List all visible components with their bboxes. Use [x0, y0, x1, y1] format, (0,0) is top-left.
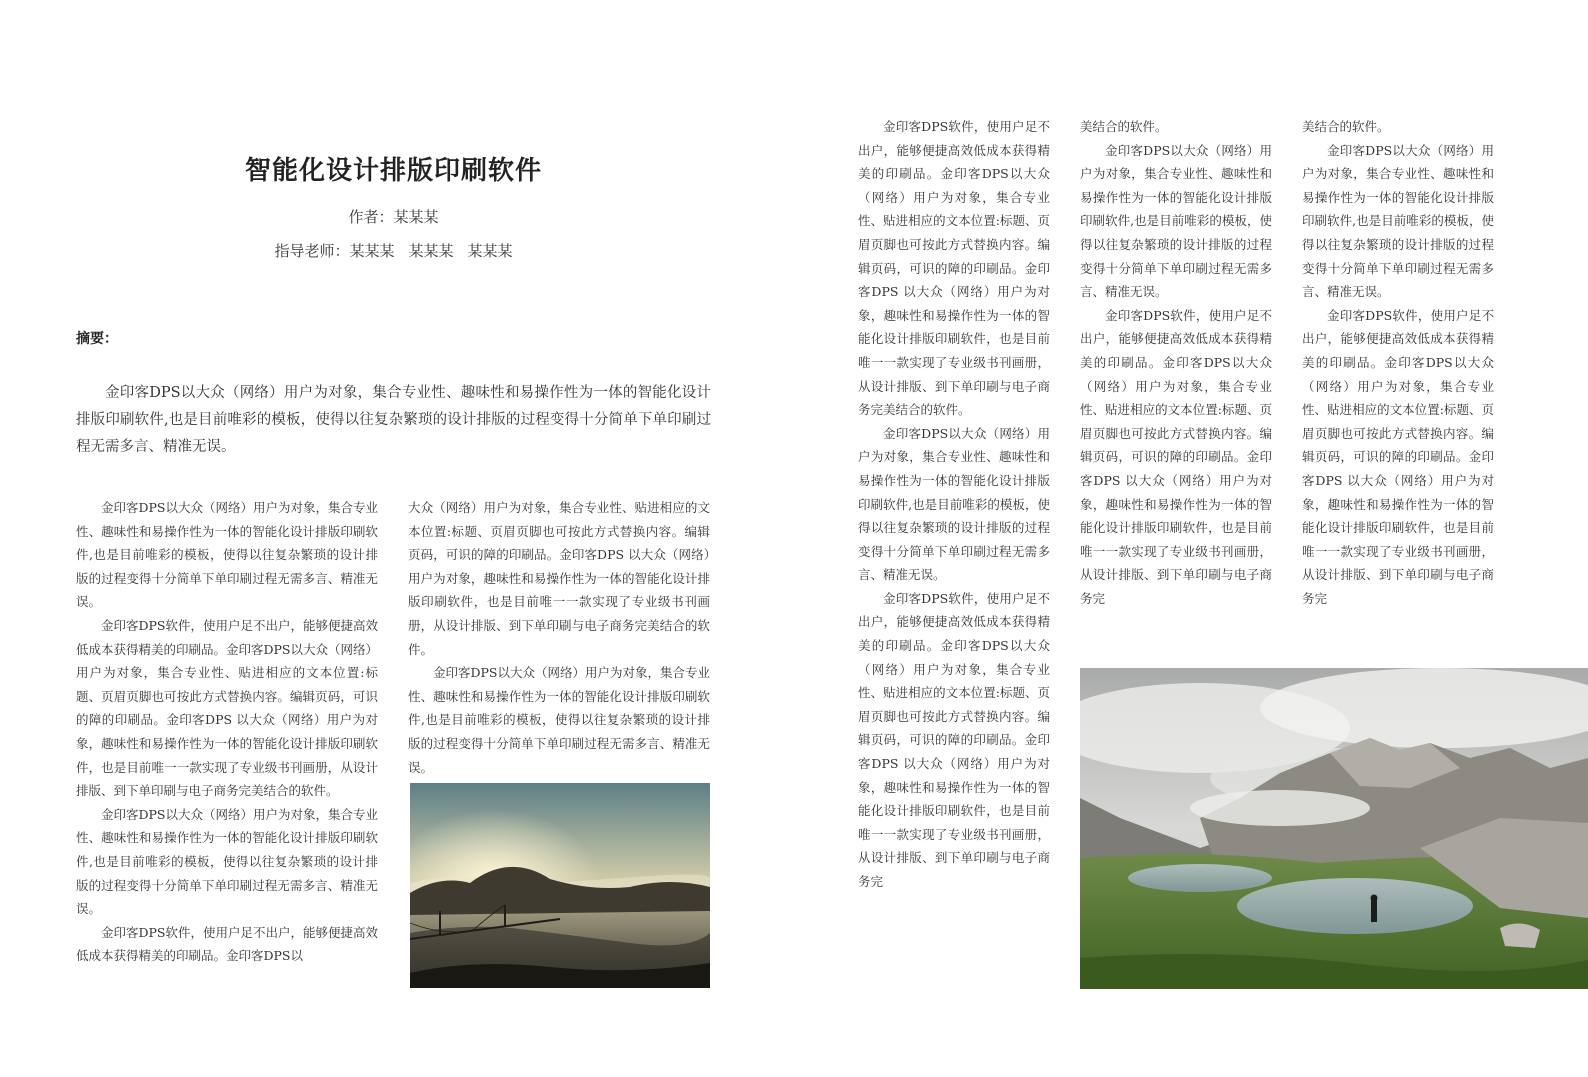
abstract-label: 摘要：: [76, 331, 118, 347]
paragraph: 金印客DPS以大众（网络）用户为对象，集合专业性、趣味性和易操作性为一体的智能化设计排版印刷软件,也是目前唯彩的模板，使得以往复杂繁琐的设计排版的过程变得十分简单下单印刷过程无需多言、精准无误。: [1302, 142, 1494, 300]
paragraph: 金印客DPS软件，使用户足不出户，能够便捷高效低成本获得精美的印刷品。金印客DPS以大众（网络）用户为对象，集合专业性、贴进相应的文本位置:标题、页眉页脚也可按此方式替换内容。编辑页码，可识的障的印刷品。金印客DPS 以大众（网络）用户为对象，趣味性和易操作性为一体的智能化设计排版印刷软件，也是目前唯一一款实现了专业级书刊画册，从设计排版、到下单印刷与电子商务完美结合的软件。: [76, 617, 378, 799]
advisor-name: 某某某: [408, 242, 454, 260]
paragraph: 金印客DPS以大众（网络）用户为对象，集合专业性、趣味性和易操作性为一体的智能化设计排版印刷软件,也是目前唯彩的模板，使得以往复杂繁琐的设计排版的过程变得十分简单下单印刷过程无需多言、精准无误。: [408, 665, 710, 775]
paragraph: 大众（网络）用户为对象，集合专业性、贴进相应的文本位置:标题、页眉页脚也可按此方式替换内容。编辑页码，可识的障的印刷品。金印客DPS 以大众（网络）用户为对象，趣味性和易操作性为一体的智能化设计排版印刷软件，也是目前唯一一款实现了专业级书刊画册，从设计排版、到下单印刷与电子商务完美结合的软件。: [408, 500, 710, 657]
text-column-1: [76, 496, 378, 996]
advisor-line: [76, 240, 711, 261]
paragraph: 金印客DPS以大众（网络）用户为对象，集合专业性、趣味性和易操作性为一体的智能化设计排版印刷软件,也是目前唯彩的模板，使得以往复杂繁琐的设计排版的过程变得十分简单下单印刷过程无需多言、精准无误。: [76, 806, 378, 917]
paragraph: 金印客DPS软件，使用户足不出户，能够便捷高效低成本获得精美的印刷品。金印客DPS以: [76, 924, 378, 964]
paragraph: 金印客DPS以大众（网络）用户为对象，集合专业性、趣味性和易操作性为一体的智能化设计排版印刷软件,也是目前唯彩的模板，使得以往复杂繁琐的设计排版的过程变得十分简单下单印刷过程无需多言、精准无误。: [1080, 142, 1272, 300]
paragraph: 美结合的软件。: [1080, 119, 1168, 134]
advisor-label: 指导老师：: [274, 242, 350, 260]
paragraph: 金印客DPS以大众（网络）用户为对象，集合专业性、趣味性和易操作性为一体的智能化设计排版印刷软件,也是目前唯彩的模板，使得以往复杂繁琐的设计排版的过程变得十分简单下单印刷过程无需多言、精准无误。: [858, 425, 1050, 583]
abstract-text: 金印客DPS以大众（网络）用户为对象，集合专业性、趣味性和易操作性为一体的智能化设计排版印刷软件,也是目前唯彩的模板，使得以往复杂繁琐的设计排版的过程变得十分简单下单印刷过程无需多言、精准无误。: [76, 385, 711, 455]
paragraph: 金印客DPS软件，使用户足不出户，能够便捷高效低成本获得精美的印刷品。金印客DPS以大众（网络）用户为对象，集合专业性、贴进相应的文本位置:标题、页眉页脚也可按此方式替换内容。编辑页码，可识的障的印刷品。金印客DPS 以大众（网络）用户为对象，趣味性和易操作性为一体的智能化设计排版印刷软件，也是目前唯一一款实现了专业级书刊画册，从设计排版、到下单印刷与电子商务完: [858, 590, 1050, 889]
paragraph: 金印客DPS以大众（网络）用户为对象，集合专业性、趣味性和易操作性为一体的智能化设计排版印刷软件,也是目前唯彩的模板，使得以往复杂繁琐的设计排版的过程变得十分简单下单印刷过程无需多言、精准无误。: [76, 500, 378, 610]
page-title: 智能化设计排版印刷软件: [244, 156, 542, 186]
paragraph: 美结合的软件。: [1302, 119, 1390, 134]
paragraph: 金印客DPS软件，使用户足不出户，能够便捷高效低成本获得精美的印刷品。金印客DPS以大众（网络）用户为对象，集合专业性、贴进相应的文本位置:标题、页眉页脚也可按此方式替换内容。编辑页码，可识的障的印刷品。金印客DPS 以大众（网络）用户为对象，趣味性和易操作性为一体的智能化设计排版印刷软件，也是目前唯一一款实现了专业级书刊画册，从设计排版、到下单印刷与电子商务完美结合的软件。: [858, 119, 1050, 418]
paragraph: 金印客DPS软件，使用户足不出户，能够便捷高效低成本获得精美的印刷品。金印客DPS以大众（网络）用户为对象，集合专业性、贴进相应的文本位置:标题、页眉页脚也可按此方式替换内容。编辑页码，可识的障的印刷品。金印客DPS 以大众（网络）用户为对象，趣味性和易操作性为一体的智能化设计排版印刷软件，也是目前唯一一款实现了专业级书刊画册，从设计排版、到下单印刷与电子商务完: [1302, 307, 1494, 606]
mountain-lake-photo: [1080, 668, 1588, 989]
text-column-2: [408, 496, 710, 781]
bridge-sunset-photo: [410, 783, 710, 988]
paragraph: 金印客DPS软件，使用户足不出户，能够便捷高效低成本获得精美的印刷品。金印客DPS以大众（网络）用户为对象，集合专业性、贴进相应的文本位置:标题、页眉页脚也可按此方式替换内容。编辑页码，可识的障的印刷品。金印客DPS 以大众（网络）用户为对象，趣味性和易操作性为一体的智能化设计排版印刷软件，也是目前唯一一款实现了专业级书刊画册，从设计排版、到下单印刷与电子商务完: [1080, 307, 1272, 606]
text-column-4: [1080, 115, 1272, 660]
advisor-name: 某某某: [467, 242, 513, 260]
text-column-5: [1302, 115, 1494, 660]
text-column-3: [858, 115, 1050, 995]
author-line: 作者：某某某: [348, 208, 439, 226]
advisor-name: 某某某: [349, 242, 395, 260]
